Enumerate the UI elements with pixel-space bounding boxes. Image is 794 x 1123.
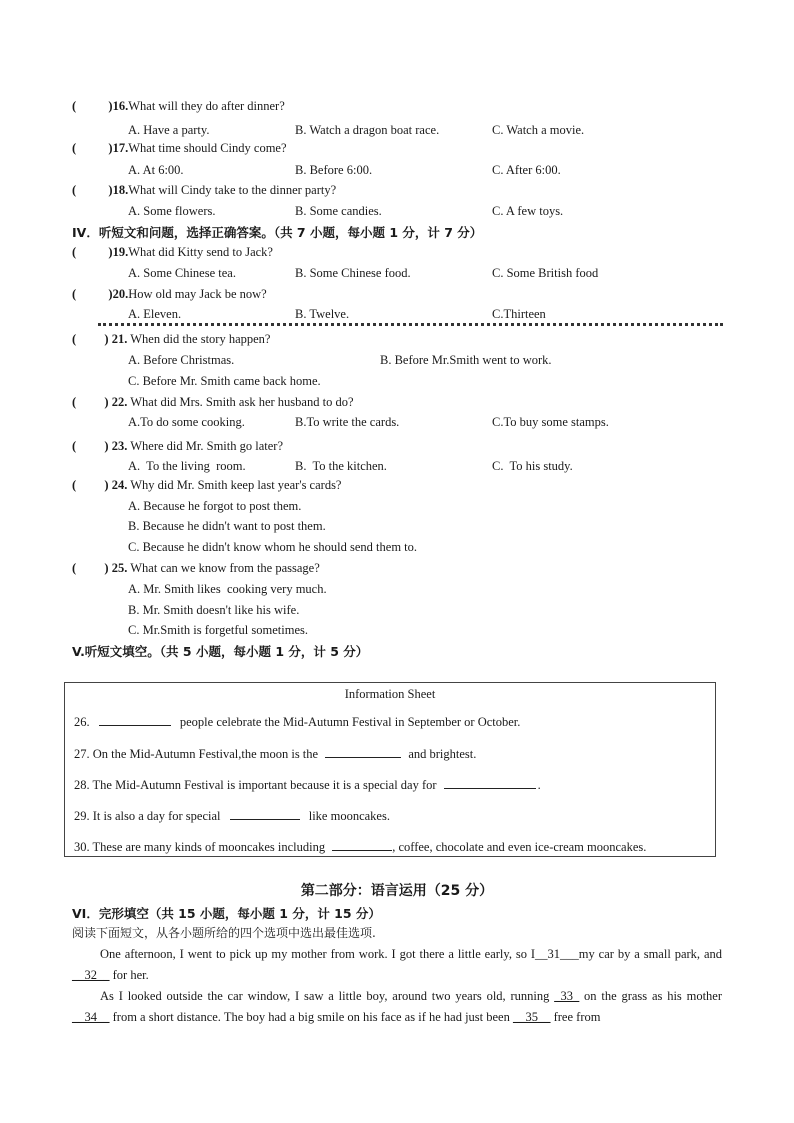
sheet-line-30: 30. These are many kinds of mooncakes including , coffee, chocolate and even ice-cream mooncakes. <box>74 840 647 854</box>
section-iv-heading: IV．听短文和问题，选择正确答案。（共 7 小题，每小题 1 分，计 7 分） <box>72 225 483 240</box>
option-a: A. Before Christmas. <box>128 353 235 367</box>
question-text: Where did Mr. Smith go later? <box>130 439 283 453</box>
option-a: A. Some flowers. <box>128 204 216 218</box>
question-17: ( )17.What time should Cindy come? <box>72 141 287 155</box>
option-a: A. To the living room. <box>128 459 246 473</box>
sheet-title: Information Sheet <box>344 687 436 701</box>
option-b: B. Before Mr.Smith went to work. <box>380 353 552 367</box>
option-a: A.To do some cooking. <box>128 415 245 429</box>
section-vi-heading: VI．完形填空（共 15 小题，每小题 1 分，计 15 分） <box>72 906 381 921</box>
blank-30[interactable] <box>332 838 392 851</box>
question-24: ( ) 24. Why did Mr. Smith keep last year's cards? <box>72 478 342 492</box>
question-21: ( ) 21. When did the story happen? <box>72 332 271 346</box>
question-20: ( )20.How old may Jack be now? <box>72 287 267 301</box>
question-text: What will they do after dinner? <box>128 99 285 113</box>
information-sheet <box>64 682 716 857</box>
blank-29[interactable] <box>230 807 300 820</box>
question-25: ( ) 25. What can we know from the passage? <box>72 561 320 575</box>
part-two-title: 第二部分：语言运用（25 分） <box>300 883 494 899</box>
instruction: 阅读下面短文，从各小题所给的四个选项中选出最佳选项. <box>72 926 376 940</box>
question-text: How old may Jack be now? <box>128 287 267 301</box>
blank-28[interactable] <box>444 776 536 789</box>
question-16: ( )16.What will they do after dinner? <box>72 99 285 113</box>
blank-32[interactable]: __32__ <box>72 968 110 982</box>
option-a: A. Have a party. <box>128 123 210 137</box>
question-23: ( ) 23. Where did Mr. Smith go later? <box>72 439 283 453</box>
option-a: A. Some Chinese tea. <box>128 266 236 280</box>
answer-bracket-open: ( <box>72 99 77 113</box>
sheet-line-27: 27. On the Mid-Autumn Festival,the moon is the and brightest. <box>74 747 477 761</box>
option-b: B. Twelve. <box>295 307 350 321</box>
option-c: C. Watch a movie. <box>492 123 585 137</box>
question-text: What did Mrs. Smith ask her husband to do? <box>130 395 354 409</box>
option-a: A. At 6:00. <box>128 163 184 177</box>
sheet-line-26: 26. people celebrate the Mid-Autumn Festival in September or October. <box>74 715 521 729</box>
blank-26[interactable] <box>99 713 171 726</box>
question-text: What time should Cindy come? <box>128 141 287 155</box>
option-c: C. Mr.Smith is forgetful sometimes. <box>128 623 308 637</box>
question-18: ( )18.What will Cindy take to the dinner party? <box>72 183 337 197</box>
question-text: Why did Mr. Smith keep last year's cards? <box>130 478 342 492</box>
sheet-line-29: 29. It is also a day for special like mooncakes. <box>74 809 390 823</box>
option-c: C. Because he didn't know whom he should send them to. <box>128 540 418 554</box>
blank-35[interactable]: __35__ <box>512 1010 551 1024</box>
dotted-separator <box>98 323 723 326</box>
option-b: B. Watch a dragon boat race. <box>295 123 440 137</box>
blank-34[interactable]: __34__ <box>72 1010 110 1024</box>
sheet-line-28: 28. The Mid-Autumn Festival is important because it is a special day for . <box>74 778 541 792</box>
section-v-heading: V.听短文填空。（共 5 小题，每小题 1 分，计 5 分） <box>72 644 369 659</box>
option-b: B. Before 6:00. <box>295 163 373 177</box>
blank-27[interactable] <box>325 745 401 758</box>
question-text: When did the story happen? <box>130 332 271 346</box>
option-c: C. A few toys. <box>492 204 564 218</box>
option-b: B. To the kitchen. <box>295 459 387 473</box>
option-c: C.Thirteen <box>492 307 546 321</box>
blank-31[interactable]: __31___ <box>535 947 579 961</box>
cloze-paragraph-1: One afternoon, I went to pick up my mother from work. I got there a little early, so I__31___my car by a small park, and __32__ for her. <box>72 947 722 982</box>
option-c: C. Some British food <box>492 266 599 280</box>
option-c: C.To buy some stamps. <box>492 415 609 429</box>
option-b: B. Because he didn't want to post them. <box>128 519 326 533</box>
option-a: A. Eleven. <box>128 307 182 321</box>
option-b: B.To write the cards. <box>295 415 400 429</box>
question-text: What did Kitty send to Jack? <box>128 245 273 259</box>
option-a: A. Mr. Smith likes cooking very much. <box>128 582 327 596</box>
blank-33[interactable]: _33_ <box>554 989 580 1003</box>
question-text: What can we know from the passage? <box>130 561 320 575</box>
option-c: C. After 6:00. <box>492 163 561 177</box>
option-c: C. Before Mr. Smith came back home. <box>128 374 321 388</box>
option-b: B. Some candies. <box>295 204 382 218</box>
question-22: ( ) 22. What did Mrs. Smith ask her husband to do? <box>72 395 354 409</box>
question-text: What will Cindy take to the dinner party? <box>128 183 337 197</box>
option-b: B. Mr. Smith doesn't like his wife. <box>128 603 300 617</box>
option-a: A. Because he forgot to post them. <box>128 499 302 513</box>
cloze-paragraph-2: As I looked outside the car window, I saw a little boy, around two years old, running _33_ on the grass as his mother __34__ from a short distance. The boy had a big smile on his face as if he had just been __35__ free from <box>72 989 723 1024</box>
option-b: B. Some Chinese food. <box>295 266 411 280</box>
option-c: C. To his study. <box>492 459 573 473</box>
question-19: ( )19.What did Kitty send to Jack? <box>72 245 273 259</box>
